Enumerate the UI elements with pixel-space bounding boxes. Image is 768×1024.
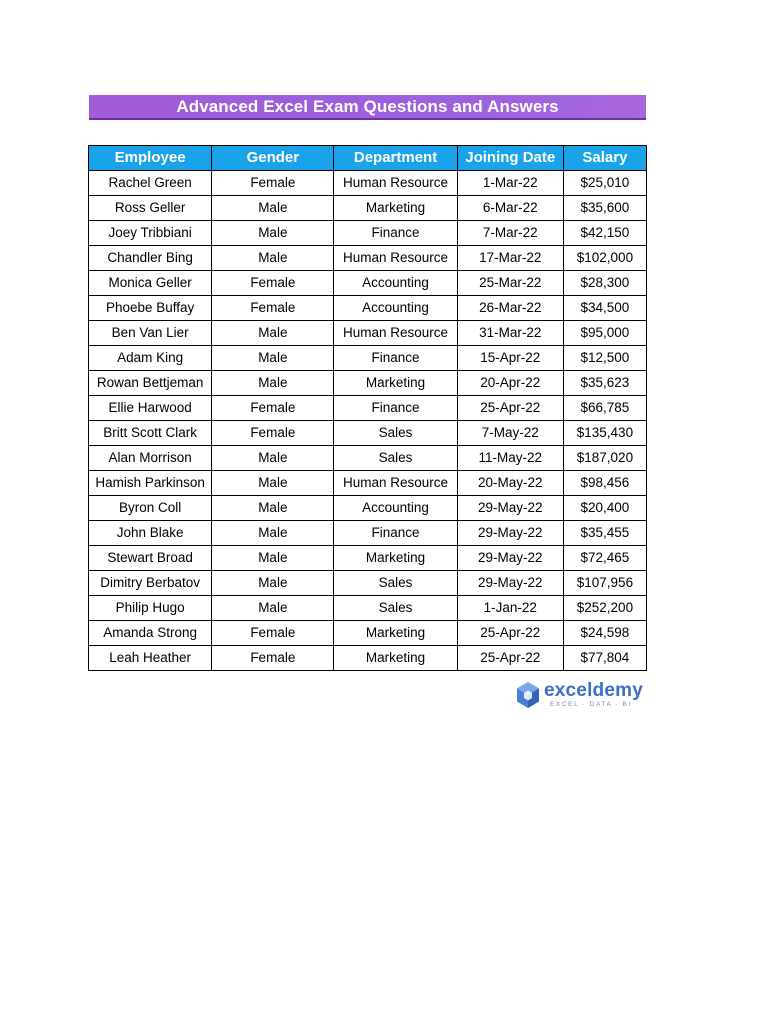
cell-employee[interactable]: Amanda Strong: [89, 621, 212, 646]
table-row: [89, 421, 647, 446]
cell-department[interactable]: Marketing: [334, 196, 457, 221]
cell-joining-date[interactable]: 29-May-22: [457, 571, 563, 596]
cell-employee[interactable]: Adam King: [89, 346, 212, 371]
cell-department[interactable]: Finance: [334, 521, 457, 546]
table-row: [89, 196, 647, 221]
table-row: [89, 496, 647, 521]
cell-gender[interactable]: Male: [212, 496, 334, 521]
cell-department[interactable]: Marketing: [334, 621, 457, 646]
table-row: [89, 596, 647, 621]
cell-salary[interactable]: $95,000: [563, 321, 646, 346]
cell-employee[interactable]: Joey Tribbiani: [89, 221, 212, 246]
cell-employee[interactable]: Monica Geller: [89, 271, 212, 296]
table-row: [89, 221, 647, 246]
cell-gender[interactable]: Male: [212, 196, 334, 221]
cell-gender[interactable]: Male: [212, 371, 334, 396]
table-row: [89, 246, 647, 271]
cell-gender[interactable]: Female: [212, 171, 334, 196]
cell-joining-date[interactable]: 1-Jan-22: [457, 596, 563, 621]
cell-salary[interactable]: $35,600: [563, 196, 646, 221]
header-department[interactable]: Department: [334, 146, 457, 171]
table-row: [89, 546, 647, 571]
cell-gender[interactable]: Male: [212, 221, 334, 246]
cell-salary[interactable]: $102,000: [563, 246, 646, 271]
cell-employee[interactable]: Leah Heather: [89, 646, 212, 671]
cell-salary[interactable]: $77,804: [563, 646, 646, 671]
cell-joining-date[interactable]: 20-Apr-22: [457, 371, 563, 396]
cell-employee[interactable]: Ben Van Lier: [89, 321, 212, 346]
table-row: [89, 396, 647, 421]
table-row: [89, 446, 647, 471]
cell-joining-date[interactable]: 25-Apr-22: [457, 621, 563, 646]
cell-salary[interactable]: $35,455: [563, 521, 646, 546]
cell-joining-date[interactable]: 17-Mar-22: [457, 246, 563, 271]
cell-joining-date[interactable]: 1-Mar-22: [457, 171, 563, 196]
header-employee[interactable]: Employee: [89, 146, 212, 171]
cell-department[interactable]: Sales: [334, 571, 457, 596]
cell-joining-date[interactable]: 25-Apr-22: [457, 646, 563, 671]
cell-department[interactable]: Accounting: [334, 496, 457, 521]
cell-department[interactable]: Sales: [334, 446, 457, 471]
cell-joining-date[interactable]: 15-Apr-22: [457, 346, 563, 371]
cell-salary[interactable]: $252,200: [563, 596, 646, 621]
cell-gender[interactable]: Male: [212, 471, 334, 496]
cell-salary[interactable]: $98,456: [563, 471, 646, 496]
header-row: [89, 146, 647, 171]
cell-employee[interactable]: Chandler Bing: [89, 246, 212, 271]
cell-gender[interactable]: Male: [212, 521, 334, 546]
cell-department[interactable]: Sales: [334, 421, 457, 446]
cell-salary[interactable]: $24,598: [563, 621, 646, 646]
table-row: [89, 471, 647, 496]
cell-department[interactable]: Finance: [334, 396, 457, 421]
cell-gender[interactable]: Male: [212, 246, 334, 271]
cell-gender[interactable]: Female: [212, 296, 334, 321]
cell-gender[interactable]: Male: [212, 346, 334, 371]
cell-salary[interactable]: $12,500: [563, 346, 646, 371]
cell-salary[interactable]: $35,623: [563, 371, 646, 396]
cell-department[interactable]: Human Resource: [334, 246, 457, 271]
cell-department[interactable]: Finance: [334, 346, 457, 371]
table-row: [89, 171, 647, 196]
cell-joining-date[interactable]: 6-Mar-22: [457, 196, 563, 221]
cell-department[interactable]: Accounting: [334, 271, 457, 296]
exceldemy-logo: [516, 681, 643, 709]
cell-department[interactable]: Marketing: [334, 371, 457, 396]
cell-salary[interactable]: $135,430: [563, 421, 646, 446]
cell-department[interactable]: Human Resource: [334, 171, 457, 196]
cell-gender[interactable]: Female: [212, 646, 334, 671]
cell-employee[interactable]: Ellie Harwood: [89, 396, 212, 421]
table-row: [89, 646, 647, 671]
cell-salary[interactable]: $72,465: [563, 546, 646, 571]
employee-table: [88, 145, 647, 671]
header-joining-date[interactable]: Joining Date: [457, 146, 563, 171]
cell-department[interactable]: Marketing: [334, 546, 457, 571]
cell-employee[interactable]: Rowan Bettjeman: [89, 371, 212, 396]
cell-salary[interactable]: $187,020: [563, 446, 646, 471]
cell-joining-date[interactable]: 7-Mar-22: [457, 221, 563, 246]
cell-gender[interactable]: Male: [212, 546, 334, 571]
cell-employee[interactable]: Hamish Parkinson: [89, 471, 212, 496]
table-row: [89, 371, 647, 396]
cell-joining-date[interactable]: 20-May-22: [457, 471, 563, 496]
cell-joining-date[interactable]: 29-May-22: [457, 496, 563, 521]
cell-employee[interactable]: Ross Geller: [89, 196, 212, 221]
cell-department[interactable]: Accounting: [334, 296, 457, 321]
cell-joining-date[interactable]: 7-May-22: [457, 421, 563, 446]
cell-employee[interactable]: Stewart Broad: [89, 546, 212, 571]
logo-name: exceldemy: [544, 680, 643, 702]
cell-employee[interactable]: John Blake: [89, 521, 212, 546]
cell-employee[interactable]: Byron Coll: [89, 496, 212, 521]
cell-department[interactable]: Human Resource: [334, 321, 457, 346]
sheet-title-bar: [89, 95, 646, 120]
header-gender[interactable]: Gender: [212, 146, 334, 171]
cell-employee[interactable]: Philip Hugo: [89, 596, 212, 621]
cell-gender[interactable]: Female: [212, 621, 334, 646]
cell-department[interactable]: Human Resource: [334, 471, 457, 496]
sheet-title: Advanced Excel Exam Questions and Answers: [176, 96, 559, 116]
cell-gender[interactable]: Female: [212, 421, 334, 446]
cell-salary[interactable]: $66,785: [563, 396, 646, 421]
cell-salary[interactable]: $28,300: [563, 271, 646, 296]
cell-department[interactable]: Sales: [334, 596, 457, 621]
cell-employee[interactable]: Alan Morrison: [89, 446, 212, 471]
table-row: [89, 296, 647, 321]
cell-gender[interactable]: Male: [212, 446, 334, 471]
cell-employee[interactable]: Dimitry Berbatov: [89, 571, 212, 596]
logo-tagline: EXCEL · DATA · BI: [550, 701, 632, 709]
cell-gender[interactable]: Female: [212, 396, 334, 421]
cell-salary[interactable]: $25,010: [563, 171, 646, 196]
cell-joining-date[interactable]: 11-May-22: [457, 446, 563, 471]
cell-gender[interactable]: Male: [212, 596, 334, 621]
cell-gender[interactable]: Male: [212, 321, 334, 346]
table-row: [89, 621, 647, 646]
exceldemy-logo-icon: [516, 681, 540, 709]
table-row: [89, 571, 647, 596]
cell-joining-date[interactable]: 26-Mar-22: [457, 296, 563, 321]
cell-employee[interactable]: Phoebe Buffay: [89, 296, 212, 321]
cell-employee[interactable]: Britt Scott Clark: [89, 421, 212, 446]
cell-joining-date[interactable]: 29-May-22: [457, 546, 563, 571]
cell-department[interactable]: Marketing: [334, 646, 457, 671]
cell-joining-date[interactable]: 29-May-22: [457, 521, 563, 546]
table-row: [89, 521, 647, 546]
header-salary[interactable]: Salary: [563, 146, 646, 171]
cell-salary[interactable]: $42,150: [563, 221, 646, 246]
table-body: [89, 171, 647, 671]
cell-salary[interactable]: $20,400: [563, 496, 646, 521]
cell-joining-date[interactable]: 25-Mar-22: [457, 271, 563, 296]
cell-salary[interactable]: $34,500: [563, 296, 646, 321]
cell-gender[interactable]: Male: [212, 571, 334, 596]
cell-department[interactable]: Finance: [334, 221, 457, 246]
table-row: [89, 321, 647, 346]
cell-employee[interactable]: Rachel Green: [89, 171, 212, 196]
table-row: [89, 271, 647, 296]
cell-gender[interactable]: Female: [212, 271, 334, 296]
cell-salary[interactable]: $107,956: [563, 571, 646, 596]
table-row: [89, 346, 647, 371]
cell-joining-date[interactable]: 31-Mar-22: [457, 321, 563, 346]
cell-joining-date[interactable]: 25-Apr-22: [457, 396, 563, 421]
